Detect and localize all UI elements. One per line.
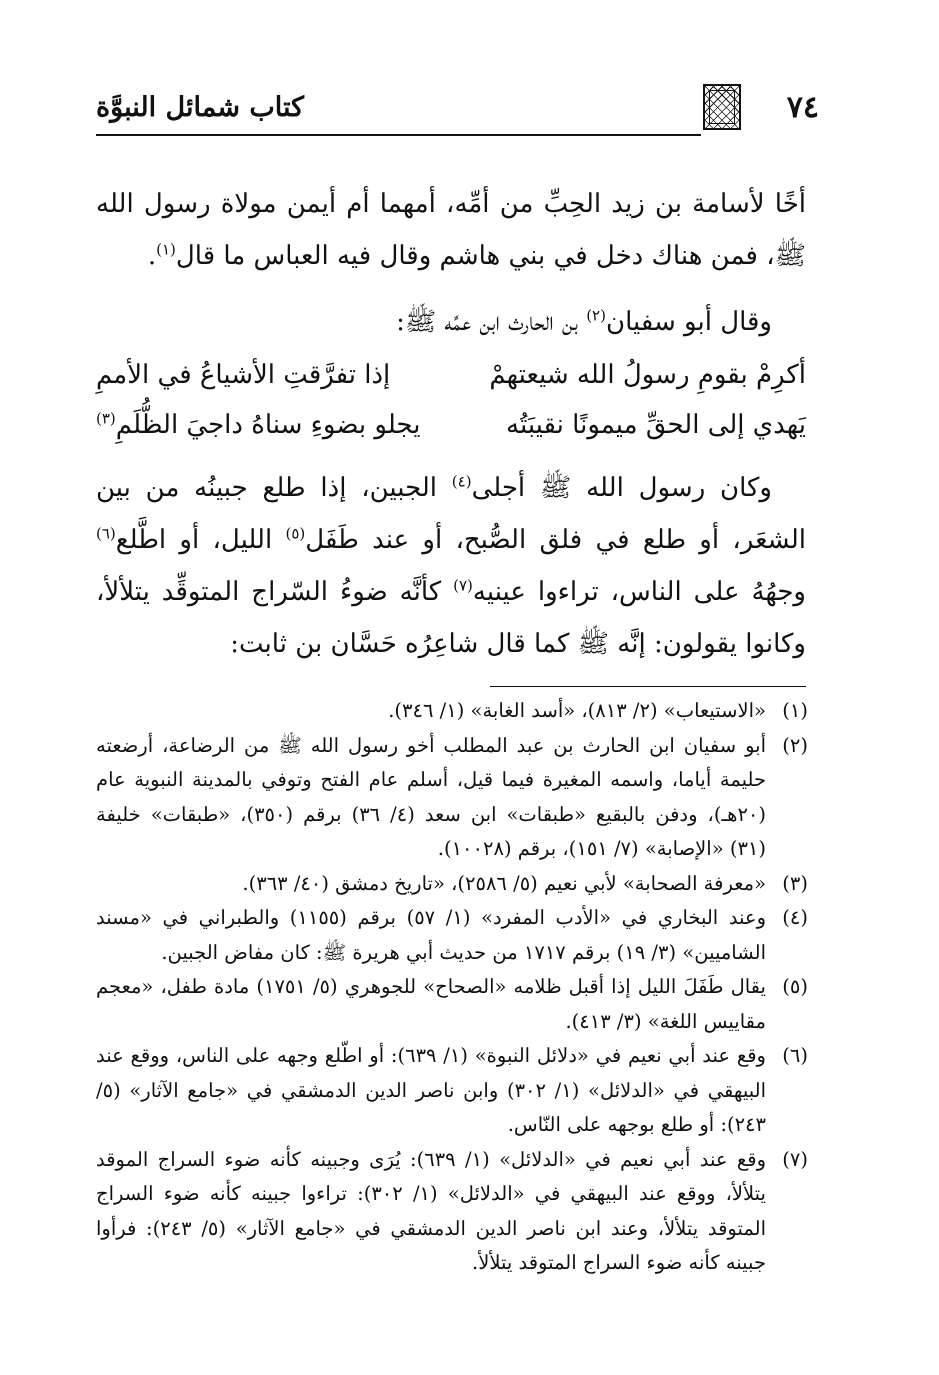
footnote [96, 1039, 808, 1143]
poem-line [96, 350, 806, 400]
footnote-ref-7[interactable]: (٧) [453, 576, 473, 595]
poem-hemistich-first: أكرِمْ بقومِ رسولُ الله شيعتهمْ [489, 360, 806, 390]
book-title: كتاب شمائل النبوَّة [96, 92, 304, 123]
footnote-ref-4[interactable]: (٤) [451, 472, 472, 491]
paragraph-2-text-b: بن الحارث ابن عمِّه ﷺ: [396, 307, 587, 337]
footnote-number: (٤) [782, 906, 808, 929]
paragraph-3-text-b: الجبين، إذا طلع جبينُه من بين الشعَر، أو طلع في فلق الصُّبح، أو عند طَفَل [96, 473, 806, 555]
poem-hemistich-first: يَهدي إلى الحقِّ ميمونًا نقيبَتُه [506, 410, 806, 440]
running-header [96, 78, 819, 138]
poem-hemistich-second: إذا تفرَّقتِ الأشياعُ في الأممِ [96, 360, 391, 390]
footnote-ref-3[interactable]: (٣) [96, 409, 116, 428]
paragraph-3 [96, 462, 806, 670]
footnote-separator [490, 686, 806, 687]
paragraph-3-text-c: الليل، أو اطَّلع [115, 525, 286, 555]
footnote-text: وعند البخاري في «الأدب المفرد» (١/ ٥٧) برقم (١١٥٥) والطبراني في «مسند الشاميين» (٣/ ١٩) برقم ١٧١٧ من حديث أبي هريرة ﷺ: كان مفاض الجبين. [96, 906, 766, 964]
footnote [96, 901, 808, 970]
paragraph-2 [96, 296, 806, 348]
paragraph-1-end: . [147, 241, 157, 271]
paragraph-1 [96, 178, 806, 282]
page-number: ٧٤ [786, 90, 819, 125]
footnote [96, 729, 808, 867]
footnote-text: أبو سفيان ابن الحارث بن عبد المطلب أخو رسول الله ﷺ من الرضاعة، أرضعته حليمة أياما، واسمه المغيرة فيما قيل، أسلم عام الفتح وتوفي بالمدينة النبوية عام (٢٠هـ)، ودفن بالبقيع «طبقات» ابن سعد (٤/ ٣٦) برقم (٣٥٠)، «طبقات» خليفة (٣١) «الإصابة» (٧/ ١٥١)، برقم (١٠٠٢٨). [96, 733, 766, 860]
footnote-number: (٣) [782, 871, 808, 895]
ornament-icon [703, 84, 741, 130]
paragraph-3-text-e: كأنَّه ضوءُ السّراج المتوقِّد يتلألأ، وكانوا يقولون: إنَّه ﷺ كما قال شاعِرُه حَسَّان بن ثابت: [96, 577, 806, 659]
footnote [96, 694, 808, 729]
paragraph-2-text-a: وقال أبو سفيان [605, 307, 772, 337]
footnote-text: «الاستيعاب» (٢/ ٨١٣)، «أسد الغابة» (١/ ٣٤٦). [388, 699, 766, 722]
poem [96, 350, 806, 450]
poem-hemistich-second [96, 400, 420, 450]
footnote-number: (١) [782, 699, 808, 722]
poem-hemistich-second-text: يجلو بضوءِ سناهُ داجيَ الظُّلَمِ [115, 410, 421, 440]
paragraph-3-text-d: وجهُهُ على الناس، تراءوا عينيه [472, 577, 806, 607]
footnote [96, 867, 808, 902]
footnote-ref-5[interactable]: (٥) [285, 524, 306, 543]
header-rule [96, 134, 701, 136]
footnote-text: يقال طَفَلَ الليل إذا أقبل ظلامه «الصحاح» للجوهري (٥/ ١٧٥١) مادة طفل، «معجم مقاييس اللغة» (٣/ ٤١٣). [96, 975, 766, 1033]
footnote-text: وقع عند أبي نعيم في «الدلائل» (١/ ٦٣٩): يُرَى وجبينه كأنه ضوء السراج الموقد يتلألأ، ووقع عند البيهقي في «الدلائل» (١/ ٣٠٢): تراءوا جبينه كأنه ضوء السراج المتوقد يتلألأ، وعند ابن ناصر الدين الدمشقي في «جامع الآثار» (٥/ ٢٤٣): فرأوا جبينه كأنه ضوء السراج المتوقد يتلألأ. [96, 1147, 767, 1274]
footnote-ref-2[interactable]: (٢) [586, 306, 606, 325]
footnote-ref-1[interactable]: (١) [156, 240, 176, 259]
paragraph-3-text-a: وكان رسول الله ﷺ أجلى [471, 473, 772, 503]
paragraph-1-text: أخًا لأسامة بن زيد الحِبِّ من أمِّه، أمهما أم أيمن مولاة رسول الله ﷺ، فمن هناك دخل في بني هاشم وقال فيه العباس ما قال [96, 189, 806, 271]
footnote-ref-6[interactable]: (٦) [96, 524, 116, 543]
footnote [96, 1143, 808, 1281]
footnote-number: (٦) [782, 1044, 808, 1067]
footnote-text: وقع عند أبي نعيم في «دلائل النبوة» (١/ ٦٣٩): أو اطّلع وجهه على الناس، ووقع عند البيهقي في «الدلائل» (١/ ٣٠٢) وابن ناصر الدين الدمشقي في «جامع الآثار» (٥/ ٢٤٣): أو طلع بوجهه على النّاس. [96, 1044, 766, 1136]
footnote [96, 970, 808, 1039]
footnote-number: (٧) [782, 1147, 808, 1171]
poem-line [96, 400, 806, 450]
footnote-number: (٥) [782, 975, 808, 998]
footnotes [96, 694, 808, 1281]
footnote-text: «معرفة الصحابة» لأبي نعيم (٥/ ٢٥٨٦)، «تاريخ دمشق (٤٠/ ٣٦٣). [242, 871, 766, 895]
main-text [96, 178, 806, 670]
footnote-number: (٢) [782, 733, 808, 757]
